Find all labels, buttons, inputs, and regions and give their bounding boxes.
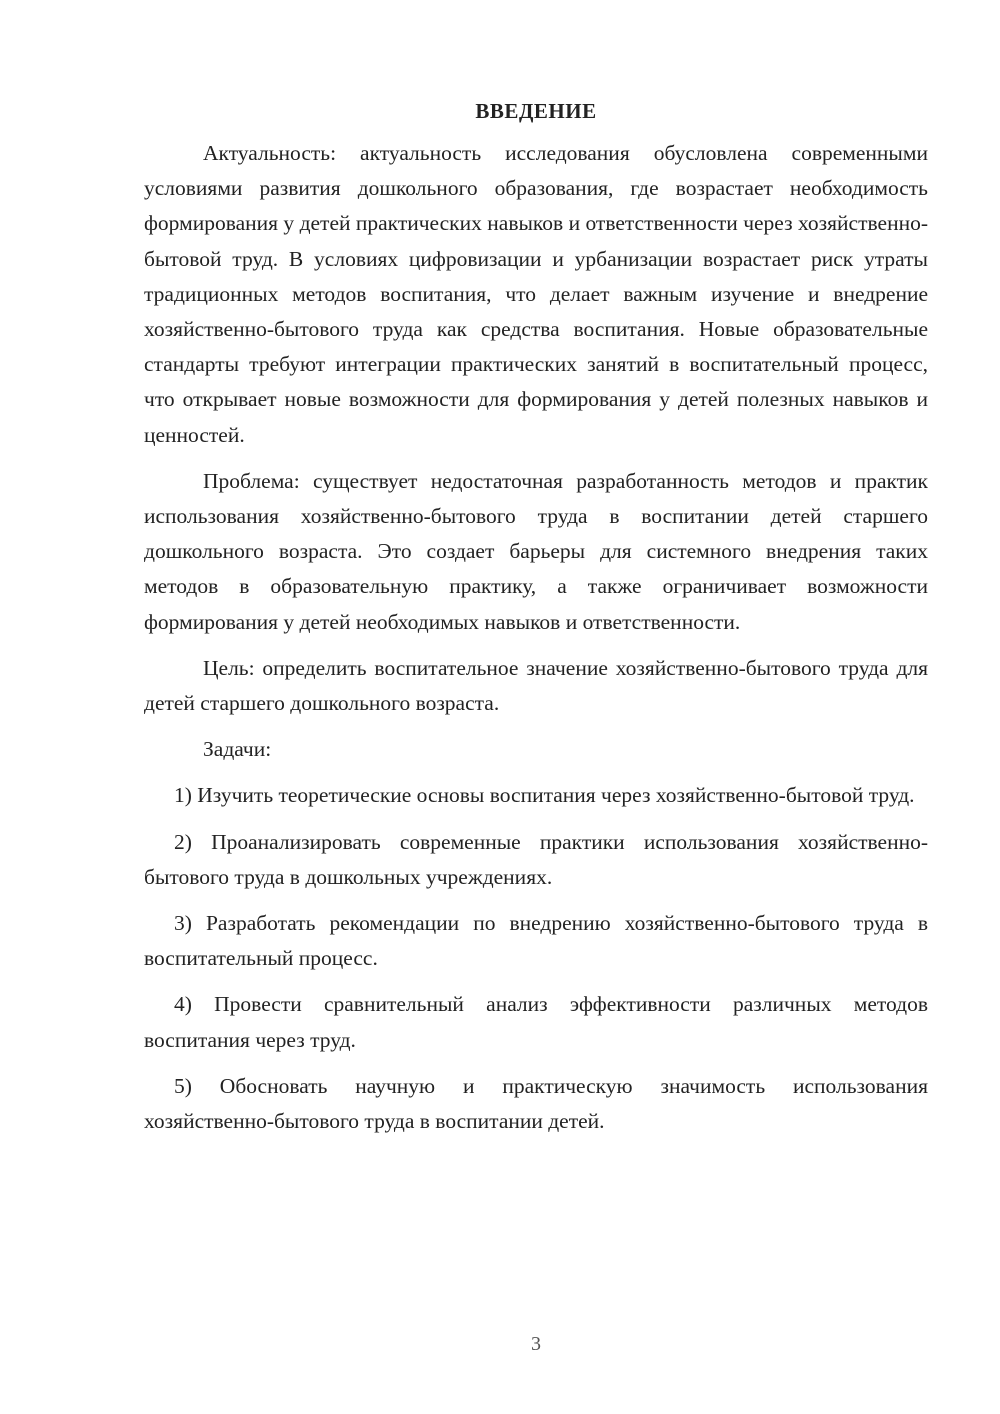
relevance-paragraph: Актуальность: актуальность исследования обусловлена современными условиями развития дошкольного образования, где возрастает необходимость формирования у детей практических навыков и ответственности через хозяйственно-бытовой труд. В условиях цифровизации и урбанизации возрастает риск утраты традиционных методов воспитания, что делает важным изучение и внедрение хозяйственно-бытового труда как средства воспитания. Новые образовательные стандарты требуют интеграции практических занятий в воспитательный процесс, что открывает новые возможности для формирования у детей полезных навыков и ценностей. [144,141,928,447]
task-item: 4) Провести сравнительный анализ эффективности различных методов воспитания через труд. [144,992,928,1052]
tasks-list [144,778,928,1139]
problem-paragraph: Проблема: существует недостаточная разработанность методов и практик использования хозяйственно-бытового труда в воспитании детей старшего дошкольного возраста. Это создает барьеры для системного внедрения таких методов в образовательную практику, а также ограничивает возможности формирования у детей необходимых навыков и ответственности. [144,468,928,634]
task-item: 2) Проанализировать современные практики использования хозяйственно-бытового труда в дошкольных учреждениях. [144,829,928,889]
document-page [144,96,928,1150]
goal-paragraph: Цель: определить воспитательное значение хозяйственно-бытового труда для детей старшего дошкольного возраста. [144,655,928,716]
page-number: 3 [531,1333,541,1355]
task-item: 3) Разработать рекомендации по внедрению хозяйственно-бытового труда в воспитательный процесс. [144,911,928,971]
task-item: 1) Изучить теоретические основы воспитания через хозяйственно-бытовой труд. [174,783,915,808]
page-title: ВВЕДЕНИЕ [475,99,597,123]
tasks-heading: Задачи: [203,737,272,762]
task-item: 5) Обосновать научную и практическую значимость использования хозяйственно-бытового труда в воспитании детей. [144,1073,928,1134]
